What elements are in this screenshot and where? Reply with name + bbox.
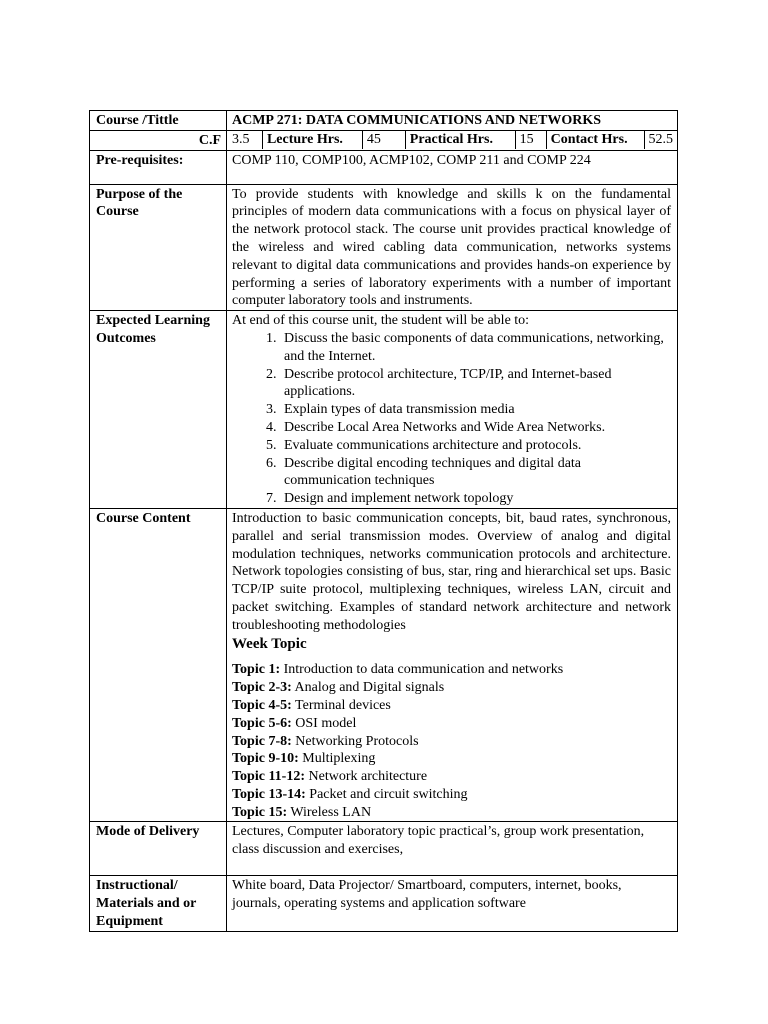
topic-item: Topic 1: Introduction to data communication and networks <box>232 662 564 678</box>
topic-item: Topic 5-6: OSI model <box>232 715 357 731</box>
outcome-item: 4. Describe Local Area Networks and Wide Area Networks. <box>280 419 671 437</box>
hours-cell <box>227 130 678 150</box>
prerequisites-label: Pre-requisites: <box>90 150 227 184</box>
outcomes-label: Expected Learning Outcomes <box>90 311 227 509</box>
topic-list <box>232 661 671 821</box>
practical-hrs-label: Practical Hrs. <box>405 131 515 149</box>
outcome-item: 7. Design and implement network topology <box>280 490 671 508</box>
cf-label: C.F <box>90 130 227 150</box>
content-description: Introduction to basic communication concepts, bit, baud rates, synchronous, parallel and serial transmission modes. Overview of analog and digital modulation techniques, networks communication protocols and architecture. Network topologies consisting of bus, star, ring and hierarchical set ups. Basic TCP/IP suite protocol, multiplexing techniques, wireless LAN, circuit and packet switching. Examples of standard network architecture and network troubleshooting methodologies <box>232 510 671 633</box>
content-cell <box>227 508 678 822</box>
course-title-label: Course /Tittle <box>90 111 227 131</box>
content-label: Course Content <box>90 508 227 822</box>
delivery-label: Mode of Delivery <box>90 822 227 876</box>
week-topic-heading: Week Topic <box>232 635 307 652</box>
purpose-row <box>90 184 678 311</box>
topic-item: Topic 7-8: Networking Protocols <box>232 733 419 749</box>
contact-hrs-label: Contact Hrs. <box>546 131 644 149</box>
course-title-row <box>90 111 678 131</box>
cf-value: 3.5 <box>232 131 250 147</box>
practical-hrs-value: 15 <box>515 131 546 149</box>
content-row <box>90 508 678 822</box>
course-hours-row <box>90 130 678 150</box>
hours-table <box>232 131 677 149</box>
contact-hrs-value: 52.5 <box>644 131 677 149</box>
outcome-item: 1. Discuss the basic components of data communications, networking, and the Internet. <box>280 330 671 366</box>
course-outline-table <box>89 110 678 932</box>
prerequisites-value: COMP 110, COMP100, ACMP102, COMP 211 and COMP 224 <box>227 150 678 184</box>
delivery-value: Lectures, Computer laboratory topic practical’s, group work presentation, class discussion and exercises, <box>227 822 678 876</box>
outcomes-intro: At end of this course unit, the student will be able to: <box>232 313 530 329</box>
topic-item: Topic 11-12: Network architecture <box>232 769 428 785</box>
lecture-hrs-value: 45 <box>362 131 405 149</box>
delivery-row <box>90 822 678 876</box>
outcome-item: 2. Describe protocol architecture, TCP/IP, and Internet-based applications. <box>280 366 671 402</box>
outcome-item: 6. Describe digital encoding techniques and digital data communication techniques <box>280 455 671 491</box>
course-title-value: ACMP 271: DATA COMMUNICATIONS AND NETWORKS <box>227 111 678 131</box>
topic-item: Topic 15: Wireless LAN <box>232 804 372 820</box>
materials-value: White board, Data Projector/ Smartboard, computers, internet, books, journals, operating systems and application software <box>227 876 678 931</box>
outcome-item: 5. Evaluate communications architecture and protocols. <box>280 437 671 455</box>
purpose-label: Purpose of the Course <box>90 184 227 311</box>
purpose-value: To provide students with knowledge and skills k on the fundamental principles of modern data communications with a focus on physical layer of the network protocol stack. The course unit provides practical knowledge of the wireless and wired cabling data communication, networks systems relevant to digital data communications and provides hands-on experience by performing a series of laboratory experiments with a number of important computer laboratory tools and instruments. <box>227 184 678 311</box>
materials-label: Instructional/ Materials and or Equipment <box>90 876 227 931</box>
lecture-hrs-label: Lecture Hrs. <box>262 131 362 149</box>
topic-item: Topic 2-3: Analog and Digital signals <box>232 680 445 696</box>
topic-item: Topic 9-10: Multiplexing <box>232 751 376 767</box>
topic-item: Topic 13-14: Packet and circuit switching <box>232 786 468 802</box>
outcome-item: 3. Explain types of data transmission media <box>280 401 671 419</box>
outcomes-cell <box>227 311 678 509</box>
prerequisites-row <box>90 150 678 184</box>
materials-row <box>90 876 678 931</box>
outcomes-list <box>232 330 671 508</box>
outcomes-row <box>90 311 678 509</box>
topic-item: Topic 4-5: Terminal devices <box>232 697 391 713</box>
